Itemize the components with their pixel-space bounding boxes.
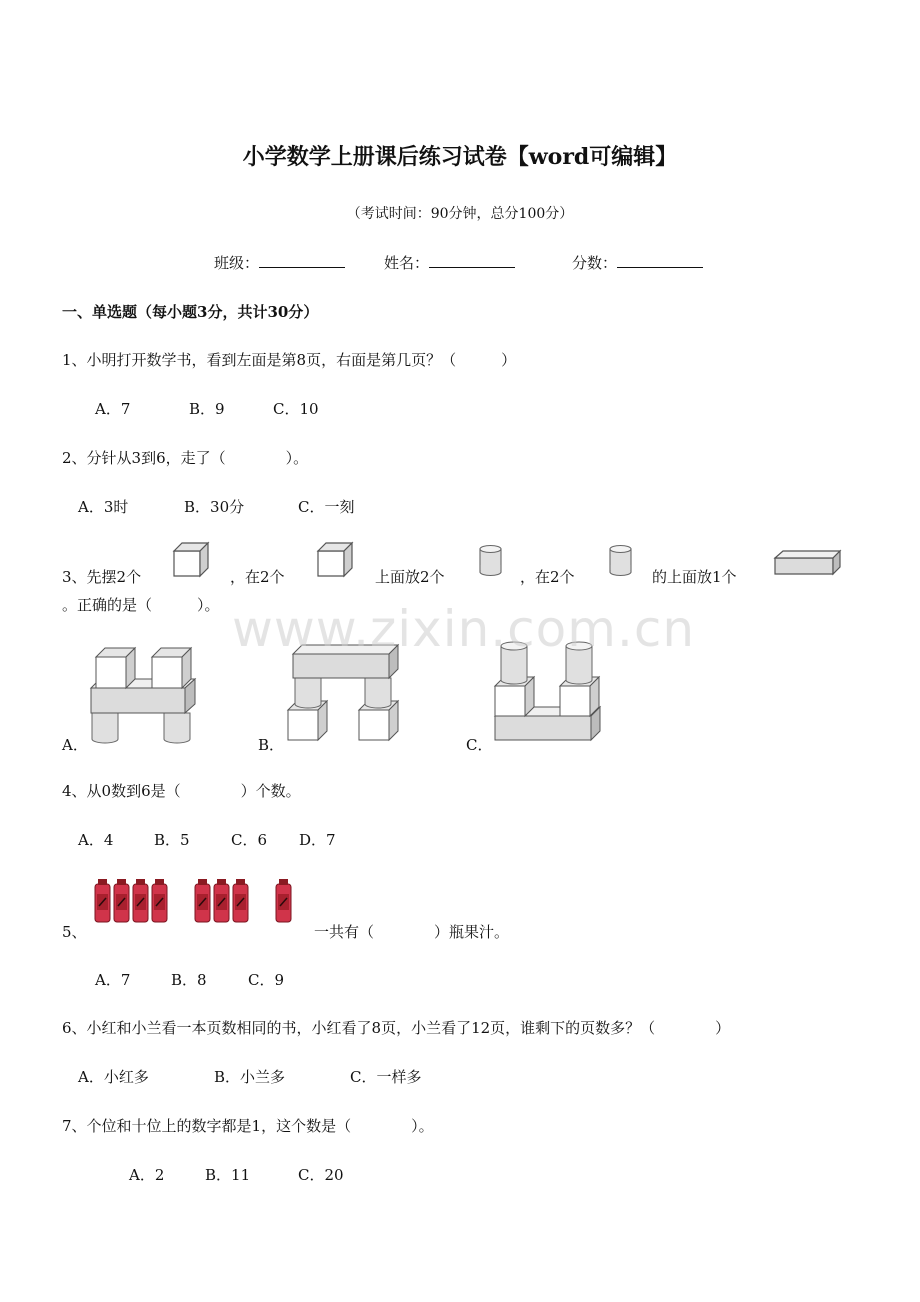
q7-option-b: B．11: [205, 1166, 251, 1184]
score-field: [572, 252, 703, 273]
watermark: www.zixin.com.cn: [232, 600, 696, 658]
q6-option-c: C．一样多: [350, 1068, 422, 1086]
q5-option-b: B．8: [171, 971, 207, 989]
name-field: [384, 252, 515, 273]
cylinder-icon: [479, 545, 503, 577]
q3-option-a: A．: [62, 736, 88, 754]
q4-option-c: C．6: [231, 831, 268, 849]
juice-bottle-icon: [152, 879, 167, 922]
q5-option-a: A．7: [95, 971, 131, 989]
juice-bottle-icon: [233, 879, 248, 922]
q1-option-c: C．10: [273, 400, 319, 418]
question-3-part3: 上面放2个: [375, 568, 445, 586]
question-2: 2、分针从3到6，走了（ ）。: [62, 449, 309, 467]
question-1: 1、小明打开数学书，看到左面是第8页，右面是第几页？（ ）: [62, 351, 517, 369]
question-4: 4、从0数到6是（ ）个数。: [62, 782, 301, 800]
name-blank: [429, 253, 515, 268]
juice-bottle-icon: [95, 879, 110, 922]
q7-option-a: A．2: [129, 1166, 165, 1184]
section-heading: 一、单选题（每小题3分，共计30分）: [62, 303, 319, 321]
class-label: 班级：: [214, 254, 260, 272]
question-3-part2: ，在2个: [230, 568, 285, 586]
q5-option-c: C．9: [248, 971, 285, 989]
name-label: 姓名：: [384, 254, 430, 272]
score-blank: [617, 253, 703, 268]
class-blank: [259, 253, 345, 268]
class-field: [214, 252, 345, 273]
long-block-icon: [774, 550, 842, 576]
q4-option-b: B．5: [154, 831, 190, 849]
score-label: 分数：: [572, 254, 618, 272]
q2-option-a: A．3时: [78, 498, 129, 516]
juice-bottle-icon: [133, 879, 148, 922]
q3-option-c: C．: [466, 736, 493, 754]
q1-option-a: A．7: [95, 400, 131, 418]
question-3-part6: 。正确的是（ ）。: [62, 596, 220, 614]
q4-option-d: D．7: [299, 831, 336, 849]
question-7: 7、个位和十位上的数字都是1，这个数是（ ）。: [62, 1117, 434, 1135]
juice-bottle-icon: [114, 879, 129, 922]
q6-option-a: A．小红多: [78, 1068, 149, 1086]
question-3-part5: 的上面放1个: [652, 568, 737, 586]
exam-subtitle: （考试时间：90分钟，总分100分）: [346, 206, 574, 222]
cylinder-icon: [609, 545, 633, 577]
question-3-part4: ，在2个: [520, 568, 575, 586]
q6-option-b: B．小兰多: [214, 1068, 286, 1086]
question-3-part1: 3、先摆2个: [62, 568, 142, 586]
juice-bottles-figure: [95, 878, 305, 928]
juice-bottle-icon: [276, 879, 291, 922]
q4-option-a: A．4: [78, 831, 114, 849]
question-5-number: 5、: [62, 923, 87, 941]
juice-bottle-icon: [195, 879, 210, 922]
exam-title: 小学数学上册课后练习试卷【word可编辑】: [242, 144, 678, 170]
q2-option-c: C．一刻: [298, 498, 355, 516]
cube-icon: [317, 541, 353, 577]
juice-bottle-icon: [214, 879, 229, 922]
cube-icon: [173, 541, 209, 577]
q7-option-c: C．20: [298, 1166, 344, 1184]
question-5: 一共有（ ）瓶果汁。: [314, 923, 510, 941]
question-6: 6、小红和小兰看一本页数相同的书，小红看了8页，小兰看了12页，谁剩下的页数多？（ ）: [62, 1019, 731, 1037]
q1-option-b: B．9: [189, 400, 225, 418]
q3-figure-a: [88, 645, 200, 747]
q3-option-b: B．: [258, 736, 285, 754]
q2-option-b: B．30分: [184, 498, 245, 516]
